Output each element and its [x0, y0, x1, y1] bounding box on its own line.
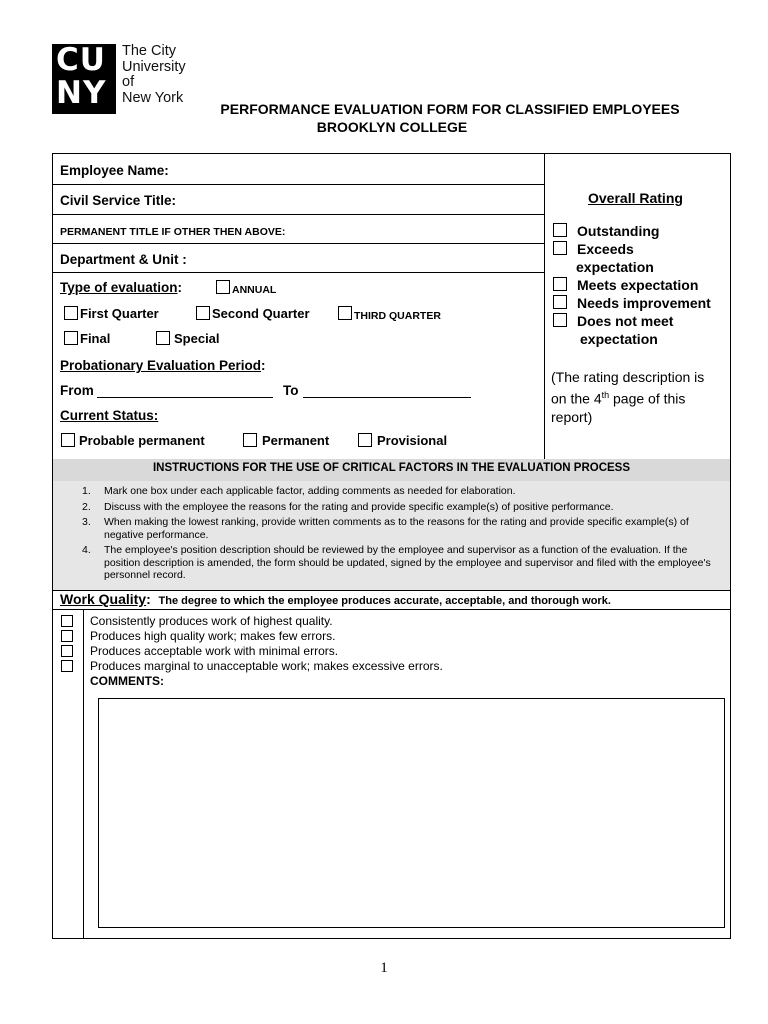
logo-line-2: University	[122, 58, 186, 75]
exceeds-label-2: expectation	[576, 259, 654, 275]
meets-label: Meets expectation	[577, 277, 699, 293]
to-label: To	[283, 383, 299, 398]
provisional-label: Provisional	[377, 433, 448, 448]
meets-checkbox[interactable]	[553, 277, 567, 291]
employee-name-label: Employee Name:	[60, 163, 169, 178]
instruction-item	[72, 516, 726, 541]
second-quarter-checkbox[interactable]	[196, 306, 210, 320]
work-quality-colon: :	[146, 591, 151, 607]
page-number: 1	[380, 960, 388, 976]
probationary-period-text: Probationary Evaluation Period	[60, 358, 262, 373]
type-of-evaluation-label	[60, 280, 182, 296]
needs-improvement-label: Needs improvement	[577, 295, 711, 311]
instruction-number: 2.	[82, 500, 91, 513]
work-quality-checkbox-3[interactable]	[61, 645, 73, 657]
row-divider	[52, 243, 544, 244]
permanent-label: Permanent	[262, 433, 330, 448]
second-quarter-label: Second Quarter	[212, 306, 310, 321]
does-not-meet-label-2: expectation	[580, 331, 658, 347]
form-title: PERFORMANCE EVALUATION FORM FOR CLASSIFIED EMPLOYEES	[220, 101, 680, 117]
to-date-field[interactable]	[303, 385, 471, 398]
work-quality-checkbox-2[interactable]	[61, 630, 73, 642]
cuny-logo-text	[122, 44, 186, 106]
instruction-text: When making the lowest ranking, provide written comments as to the reasons for the rating and provide specific example(s) of negative performance.	[104, 516, 689, 541]
instruction-number: 3.	[82, 516, 91, 528]
does-not-meet-checkbox[interactable]	[553, 313, 567, 327]
probable-permanent-checkbox[interactable]	[61, 433, 75, 447]
instructions-list	[72, 485, 726, 585]
comments-textarea[interactable]	[98, 698, 725, 928]
exceeds-checkbox[interactable]	[553, 241, 567, 255]
row-divider	[52, 272, 544, 273]
from-label: From	[60, 383, 94, 398]
work-quality-title: Work Quality	[60, 591, 147, 607]
department-unit-label: Department & Unit :	[60, 252, 187, 267]
probationary-period-label	[60, 358, 266, 374]
rating-note-line-3: report)	[551, 408, 593, 425]
rating-note-2a: on the 4	[551, 390, 602, 407]
rating-note-line-2	[551, 386, 727, 408]
provisional-checkbox[interactable]	[358, 433, 372, 447]
work-quality-option: Produces acceptable work with minimal errors.	[90, 644, 339, 658]
work-quality-option: Produces high quality work; makes few errors.	[90, 629, 336, 643]
work-quality-checkbox-1[interactable]	[61, 615, 73, 627]
type-colon: :	[177, 280, 183, 295]
logo-line-1: The City	[122, 43, 176, 59]
exceeds-label: Exceeds	[577, 241, 634, 257]
special-label: Special	[174, 331, 220, 346]
probable-permanent-label: Probable permanent	[79, 433, 205, 448]
annual-label: ANNUAL	[232, 284, 277, 296]
from-date-field[interactable]	[97, 385, 273, 398]
probationary-colon: :	[261, 358, 266, 373]
row-divider	[52, 184, 544, 185]
special-checkbox[interactable]	[156, 331, 170, 345]
type-of-evaluation-text: Type of evaluation	[60, 280, 178, 295]
logo-mark-top: CU	[56, 42, 106, 78]
work-quality-option: Consistently produces work of highest quality.	[90, 614, 333, 628]
current-status-label: Current Status:	[60, 408, 159, 423]
college-name: BROOKLYN COLLEGE	[316, 119, 468, 135]
instruction-text: Discuss with the employee the reasons for the rating and provide specific example(s) of positive performance.	[104, 500, 614, 513]
instruction-number: 4.	[82, 544, 91, 556]
logo-line-4: New York	[122, 89, 184, 106]
comments-label: COMMENTS:	[90, 674, 164, 688]
instruction-text: Mark one box under each applicable factor, adding comments as needed for elaboration.	[104, 485, 516, 497]
work-quality-option: Produces marginal to unacceptable work; makes excessive errors.	[90, 659, 443, 673]
instruction-item	[72, 501, 726, 514]
instructions-title: INSTRUCTIONS FOR THE USE OF CRITICAL FACTORS IN THE EVALUATION PROCESS	[152, 462, 631, 474]
rating-note-sup: th	[601, 390, 610, 400]
instruction-text: The employee's position description should be reviewed by the employee and supervisor as a function of the evaluation. If the position description is amended, the form should be updated, signed by the employee and supervisor and filed with the employee's personnel record.	[104, 544, 711, 581]
does-not-meet-label: Does not meet	[577, 313, 674, 329]
overall-rating-title: Overall Rating	[588, 190, 683, 206]
permanent-checkbox[interactable]	[243, 433, 257, 447]
work-quality-description: The degree to which the employee produces accurate, acceptable, and thorough work.	[158, 595, 611, 607]
rating-column-divider	[544, 153, 545, 459]
outstanding-checkbox[interactable]	[553, 223, 567, 237]
final-checkbox[interactable]	[64, 331, 78, 345]
work-quality-heading	[60, 591, 611, 607]
instruction-number: 1.	[82, 485, 91, 497]
first-quarter-checkbox[interactable]	[64, 306, 78, 320]
final-label: Final	[80, 331, 111, 346]
third-quarter-checkbox[interactable]	[338, 306, 352, 320]
annual-checkbox[interactable]	[216, 280, 230, 294]
rating-note-2b: page of this	[609, 390, 686, 407]
row-divider	[52, 214, 544, 215]
third-quarter-label: THIRD QUARTER	[354, 310, 441, 322]
outstanding-label: Outstanding	[577, 223, 660, 239]
checkbox-column-divider	[83, 609, 84, 939]
section-divider	[52, 609, 731, 610]
instruction-item	[72, 544, 726, 582]
rating-note	[551, 368, 727, 426]
needs-improvement-checkbox[interactable]	[553, 295, 567, 309]
work-quality-checkbox-4[interactable]	[61, 660, 73, 672]
permanent-title-label: PERMANENT TITLE IF OTHER THEN ABOVE:	[60, 226, 286, 238]
first-quarter-label: First Quarter	[80, 306, 159, 321]
cuny-logo-mark	[52, 44, 116, 114]
rating-note-line-1: (The rating description is	[551, 369, 705, 385]
logo-line-3: of	[122, 74, 135, 90]
logo-mark-bottom: NY	[56, 75, 107, 111]
instruction-item	[72, 485, 726, 498]
civil-service-title-label: Civil Service Title:	[60, 193, 177, 208]
